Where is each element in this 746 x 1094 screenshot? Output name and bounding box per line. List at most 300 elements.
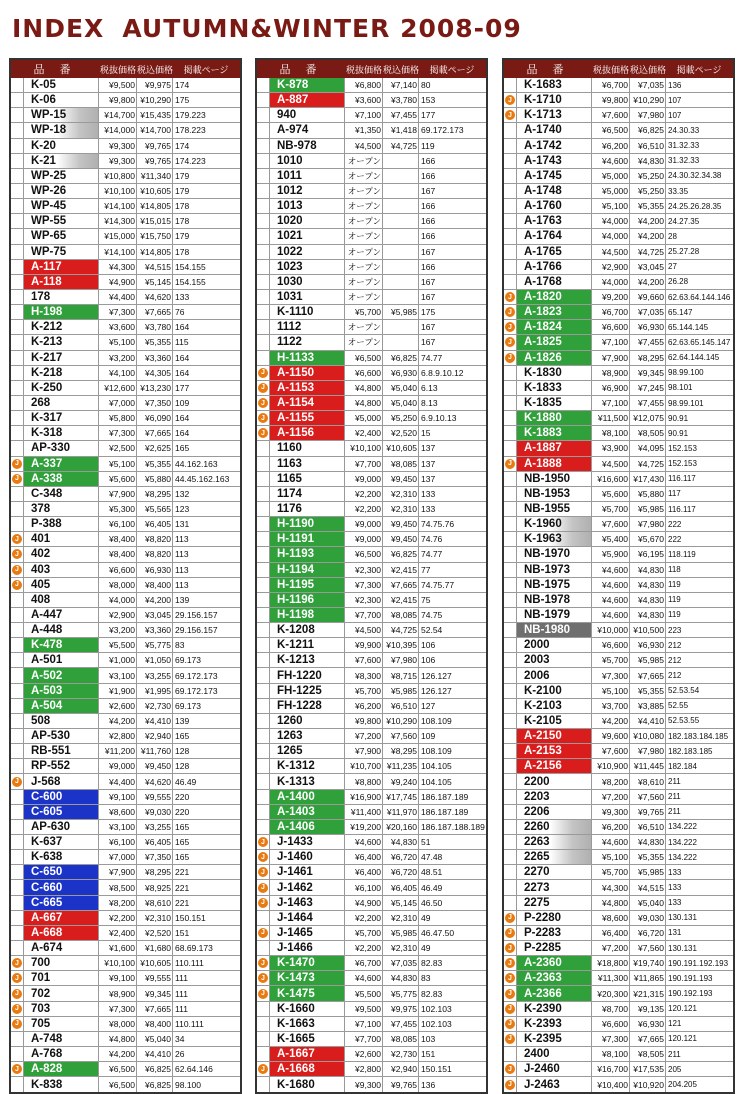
row-mark xyxy=(257,1047,270,1061)
price-in-tax: ¥4,620 xyxy=(137,774,173,788)
price-ex-tax: ¥10,900 xyxy=(592,759,630,773)
row-mark xyxy=(257,78,270,92)
price-in-tax: ¥6,510 xyxy=(630,820,666,834)
product-code: WP-55 xyxy=(24,214,99,228)
row-mark xyxy=(257,426,270,440)
product-code: A-1766 xyxy=(517,260,592,274)
table-row xyxy=(257,487,486,502)
price-ex-tax: ¥7,300 xyxy=(592,668,630,682)
table-row xyxy=(257,729,486,744)
table-row xyxy=(504,668,733,683)
price-ex-tax: ¥4,500 xyxy=(592,457,630,471)
price-ex-tax: ¥7,100 xyxy=(592,396,630,410)
row-mark xyxy=(11,411,24,425)
row-mark xyxy=(257,593,270,607)
page-ref: 164 xyxy=(175,322,190,333)
product-code: NB-1955 xyxy=(517,502,592,516)
row-mark xyxy=(11,986,24,1000)
product-code: A-503 xyxy=(24,684,99,698)
page-ref: 166 xyxy=(421,231,436,242)
table-row xyxy=(11,744,240,759)
row-mark xyxy=(504,578,517,592)
table-row xyxy=(11,502,240,517)
row-mark xyxy=(257,229,270,243)
row-mark xyxy=(504,563,517,577)
table-row xyxy=(11,411,240,426)
price-ex-tax: ¥5,100 xyxy=(592,850,630,864)
page-ref: 27 xyxy=(668,262,677,272)
price-in-tax: ¥2,310 xyxy=(383,911,419,925)
product-code: K-217 xyxy=(24,351,99,365)
row-mark xyxy=(257,1062,270,1076)
price-in-tax: ¥4,725 xyxy=(383,139,419,153)
table-row xyxy=(257,517,486,532)
row-mark xyxy=(257,623,270,637)
price-ex-tax: ¥5,000 xyxy=(592,184,630,198)
row-mark xyxy=(257,563,270,577)
table-row xyxy=(11,850,240,865)
row-mark xyxy=(504,1002,517,1016)
price-in-tax: ¥6,930 xyxy=(630,1017,666,1031)
price-ex-tax: ¥8,400 xyxy=(99,532,137,546)
price-ex-tax: ¥5,700 xyxy=(592,653,630,667)
product-code: H-1191 xyxy=(270,532,345,546)
row-mark xyxy=(504,759,517,773)
price-in-tax xyxy=(383,169,419,183)
price-in-tax: ¥5,040 xyxy=(383,396,419,410)
price-ex-tax: ¥9,000 xyxy=(99,759,137,773)
price-ex-tax: ¥6,800 xyxy=(345,78,383,92)
price-ex-tax: ¥5,700 xyxy=(345,305,383,319)
row-mark xyxy=(11,290,24,304)
row-mark xyxy=(11,93,24,107)
price-ex-tax: ¥7,100 xyxy=(345,1017,383,1031)
table-row xyxy=(257,1047,486,1062)
price-ex-tax: ¥7,700 xyxy=(345,608,383,622)
product-code: K-1312 xyxy=(270,759,345,773)
row-mark xyxy=(257,835,270,849)
row-mark xyxy=(504,1077,517,1092)
product-code: 1176 xyxy=(270,502,345,516)
price-ex-tax: ¥2,300 xyxy=(345,593,383,607)
product-code: A-1826 xyxy=(517,351,592,365)
product-code: K-1960 xyxy=(517,517,592,531)
price-ex-tax: ¥7,900 xyxy=(345,744,383,758)
table-row xyxy=(504,790,733,805)
product-code: A-1765 xyxy=(517,245,592,259)
row-mark xyxy=(504,169,517,183)
price-ex-tax: ¥10,400 xyxy=(592,1077,630,1092)
price-in-tax xyxy=(383,184,419,198)
price-ex-tax: ¥4,600 xyxy=(592,593,630,607)
header-page: 掲載ページ xyxy=(676,64,722,75)
price-in-tax xyxy=(383,214,419,228)
row-mark xyxy=(11,1062,24,1076)
price-in-tax: ¥9,450 xyxy=(383,472,419,486)
page-title xyxy=(12,14,522,48)
price-ex-tax: ¥4,600 xyxy=(592,154,630,168)
price-ex-tax: ¥7,900 xyxy=(99,487,137,501)
page-ref: 111 xyxy=(175,973,188,984)
price-ex-tax: ¥6,200 xyxy=(592,820,630,834)
row-mark xyxy=(257,820,270,834)
product-code: A-1825 xyxy=(517,335,592,349)
page-ref: 166 xyxy=(421,216,436,227)
page-ref: 65.144.145 xyxy=(668,322,709,332)
table-row xyxy=(11,1077,240,1092)
price-ex-tax: ¥10,800 xyxy=(99,169,137,183)
page-ref: 186.187.188.189 xyxy=(421,821,485,832)
price-ex-tax: ¥6,600 xyxy=(99,563,137,577)
price-ex-tax: ¥4,300 xyxy=(99,260,137,274)
price-ex-tax: ¥5,600 xyxy=(592,487,630,501)
price-ex-tax: ¥6,400 xyxy=(345,850,383,864)
price-ex-tax: ¥3,200 xyxy=(99,623,137,637)
product-code: K-1665 xyxy=(270,1032,345,1046)
table-row xyxy=(257,108,486,123)
page-ref: 77 xyxy=(421,564,431,575)
row-mark xyxy=(257,714,270,728)
price-ex-tax: ¥6,600 xyxy=(592,638,630,652)
price-in-tax: ¥2,310 xyxy=(137,911,173,925)
table-row xyxy=(11,547,240,562)
product-code: 405 xyxy=(24,578,99,592)
product-code: WP-75 xyxy=(24,245,99,259)
price-ex-tax: ¥4,500 xyxy=(592,245,630,259)
price-ex-tax: オープン xyxy=(345,154,383,168)
page-ref: 133 xyxy=(175,292,190,303)
page-ref: 178 xyxy=(175,201,190,212)
row-mark xyxy=(504,941,517,955)
product-code: K-213 xyxy=(24,335,99,349)
product-code: A-1824 xyxy=(517,320,592,334)
page-ref: 65.147 xyxy=(668,307,693,317)
page-ref: 212 xyxy=(668,640,682,650)
j-badge-icon: J xyxy=(258,368,268,378)
price-ex-tax: ¥5,700 xyxy=(345,926,383,940)
price-ex-tax: ¥2,800 xyxy=(345,1062,383,1076)
product-code: K-1213 xyxy=(270,653,345,667)
price-ex-tax: ¥3,900 xyxy=(592,441,630,455)
price-ex-tax: オープン xyxy=(345,320,383,334)
price-ex-tax: ¥7,700 xyxy=(345,457,383,471)
price-in-tax: ¥5,985 xyxy=(630,653,666,667)
page-ref: 31.32.33 xyxy=(668,156,700,166)
product-code: A-1742 xyxy=(517,139,592,153)
price-ex-tax: ¥8,000 xyxy=(99,578,137,592)
row-mark xyxy=(11,381,24,395)
price-ex-tax: ¥9,800 xyxy=(592,93,630,107)
price-in-tax: ¥7,980 xyxy=(383,653,419,667)
j-badge-icon: J xyxy=(505,322,515,332)
page-ref: 24.25.26.28.35 xyxy=(668,201,722,211)
price-in-tax: ¥6,825 xyxy=(383,547,419,561)
price-ex-tax: ¥20,300 xyxy=(592,986,630,1000)
price-in-tax: ¥8,610 xyxy=(137,896,173,910)
product-code: A-1748 xyxy=(517,184,592,198)
product-code: 2273 xyxy=(517,880,592,894)
price-ex-tax: ¥6,200 xyxy=(592,139,630,153)
price-ex-tax: ¥6,700 xyxy=(345,956,383,970)
row-mark xyxy=(257,790,270,804)
price-in-tax: ¥11,970 xyxy=(383,805,419,819)
table-row xyxy=(257,229,486,244)
page-ref: 121 xyxy=(668,1019,682,1029)
page-ref: 150.151 xyxy=(421,1064,452,1075)
product-code: NB-1980 xyxy=(517,623,592,637)
row-mark xyxy=(11,790,24,804)
j-badge-icon: J xyxy=(505,95,515,105)
product-code: K-1880 xyxy=(517,411,592,425)
page-ref: 51 xyxy=(421,837,431,848)
row-mark xyxy=(257,744,270,758)
price-ex-tax: ¥6,500 xyxy=(592,123,630,137)
row-mark xyxy=(11,699,24,713)
row-mark xyxy=(504,123,517,137)
page-ref: 118.119 xyxy=(668,549,696,559)
price-in-tax: ¥4,410 xyxy=(137,714,173,728)
row-mark xyxy=(257,986,270,1000)
table-body xyxy=(504,78,733,1092)
price-ex-tax: ¥4,900 xyxy=(99,275,137,289)
row-mark xyxy=(11,154,24,168)
row-mark xyxy=(11,1077,24,1092)
row-mark xyxy=(257,184,270,198)
row-mark xyxy=(11,123,24,137)
price-in-tax: ¥8,400 xyxy=(137,578,173,592)
product-code: K-1475 xyxy=(270,986,345,1000)
page-ref: 154.155 xyxy=(175,276,206,287)
price-in-tax: ¥7,665 xyxy=(137,305,173,319)
page-ref: 165 xyxy=(175,443,190,454)
table-row xyxy=(504,563,733,578)
product-code: NB-1950 xyxy=(517,472,592,486)
price-ex-tax: ¥11,500 xyxy=(592,411,630,425)
product-code: A-768 xyxy=(24,1047,99,1061)
page-ref: 74.75.76 xyxy=(421,519,455,530)
page-ref: 118 xyxy=(668,565,681,575)
product-code: A-1740 xyxy=(517,123,592,137)
table-row xyxy=(257,154,486,169)
header-price-ex: 税抜価格 xyxy=(99,64,136,75)
row-mark xyxy=(504,638,517,652)
price-in-tax: ¥5,775 xyxy=(137,638,173,652)
row-mark xyxy=(11,366,24,380)
row-mark xyxy=(257,653,270,667)
price-in-tax: ¥4,725 xyxy=(630,245,666,259)
product-code: 2400 xyxy=(517,1047,592,1061)
table-row xyxy=(11,229,240,244)
j-badge-icon: J xyxy=(258,867,268,877)
price-in-tax: ¥8,295 xyxy=(137,487,173,501)
product-code: A-2366 xyxy=(517,986,592,1000)
product-code: J-1460 xyxy=(270,850,345,864)
table-row xyxy=(257,941,486,956)
table-row xyxy=(504,805,733,820)
row-mark xyxy=(11,865,24,879)
table-row xyxy=(11,93,240,108)
row-mark xyxy=(504,896,517,910)
price-in-tax: ¥3,360 xyxy=(137,351,173,365)
page-ref: 182.184 xyxy=(668,761,697,771)
price-in-tax: ¥4,200 xyxy=(630,229,666,243)
page-ref: 113 xyxy=(175,564,189,575)
price-ex-tax: ¥7,600 xyxy=(592,108,630,122)
page-ref: 126.127 xyxy=(421,670,452,681)
price-ex-tax: ¥4,300 xyxy=(592,880,630,894)
price-ex-tax: ¥10,100 xyxy=(99,956,137,970)
page-ref: 113 xyxy=(175,534,189,545)
product-code: 2260 xyxy=(517,820,592,834)
table-row xyxy=(11,366,240,381)
row-mark xyxy=(11,668,24,682)
table-row xyxy=(257,260,486,275)
product-code: 701 xyxy=(24,971,99,985)
row-mark xyxy=(11,563,24,577)
product-code: 703 xyxy=(24,1002,99,1016)
j-badge-icon: J xyxy=(258,973,268,983)
price-ex-tax: ¥2,500 xyxy=(99,441,137,455)
table-row xyxy=(257,441,486,456)
table-row xyxy=(257,971,486,986)
row-mark xyxy=(11,139,24,153)
price-ex-tax: オープン xyxy=(345,335,383,349)
price-in-tax: ¥4,830 xyxy=(630,563,666,577)
price-ex-tax: ¥4,800 xyxy=(592,896,630,910)
product-code: K-2393 xyxy=(517,1017,592,1031)
page-ref: 134.222 xyxy=(668,822,697,832)
page-ref: 34 xyxy=(175,1033,185,1044)
price-in-tax: ¥9,345 xyxy=(630,366,666,380)
table-row xyxy=(504,517,733,532)
table-row xyxy=(504,199,733,214)
row-mark xyxy=(11,850,24,864)
product-code: NB-1979 xyxy=(517,608,592,622)
product-code: 1122 xyxy=(270,335,345,349)
table-row xyxy=(257,396,486,411)
table-row xyxy=(504,457,733,472)
page-ref: 116.117 xyxy=(668,474,696,484)
price-in-tax: ¥1,418 xyxy=(383,123,419,137)
product-code: 2203 xyxy=(517,790,592,804)
table-row xyxy=(504,1047,733,1062)
price-in-tax: ¥9,765 xyxy=(630,805,666,819)
table-row xyxy=(257,532,486,547)
row-mark xyxy=(504,139,517,153)
product-code: 2200 xyxy=(517,774,592,788)
page-ref: 98.99.100 xyxy=(668,368,704,378)
product-code: K-2103 xyxy=(517,699,592,713)
product-code: A-337 xyxy=(24,457,99,471)
table-row xyxy=(504,986,733,1001)
table-row xyxy=(504,896,733,911)
header-price-ex: 税抜価格 xyxy=(345,64,382,75)
price-in-tax: ¥10,395 xyxy=(383,638,419,652)
table-row xyxy=(504,547,733,562)
j-badge-icon: J xyxy=(12,549,22,559)
price-in-tax: ¥2,310 xyxy=(383,941,419,955)
product-code: 401 xyxy=(24,532,99,546)
page-ref: 211 xyxy=(668,807,681,817)
product-code: A-1154 xyxy=(270,396,345,410)
j-badge-icon: J xyxy=(258,989,268,999)
price-ex-tax: ¥4,600 xyxy=(345,835,383,849)
table-row xyxy=(11,608,240,623)
table-row xyxy=(11,971,240,986)
table-row xyxy=(504,608,733,623)
table-row xyxy=(11,835,240,850)
price-ex-tax: ¥3,100 xyxy=(99,668,137,682)
price-in-tax: ¥7,455 xyxy=(383,108,419,122)
table-row xyxy=(504,593,733,608)
product-code: J-1462 xyxy=(270,880,345,894)
table-row xyxy=(257,578,486,593)
price-ex-tax: ¥6,100 xyxy=(345,880,383,894)
table-row xyxy=(11,578,240,593)
table-row xyxy=(504,684,733,699)
price-ex-tax: ¥14,700 xyxy=(99,108,137,122)
product-code: A-1743 xyxy=(517,154,592,168)
row-mark xyxy=(257,457,270,471)
table-row xyxy=(504,911,733,926)
product-code: A-1763 xyxy=(517,214,592,228)
product-code: A-887 xyxy=(270,93,345,107)
price-in-tax: ¥4,725 xyxy=(630,457,666,471)
price-in-tax xyxy=(383,275,419,289)
price-in-tax: ¥6,930 xyxy=(137,563,173,577)
row-mark xyxy=(11,229,24,243)
product-code: P-2283 xyxy=(517,926,592,940)
price-ex-tax: ¥4,100 xyxy=(99,366,137,380)
product-code: 1011 xyxy=(270,169,345,183)
price-in-tax: ¥8,820 xyxy=(137,532,173,546)
price-ex-tax: ¥8,200 xyxy=(99,896,137,910)
price-ex-tax: ¥4,400 xyxy=(99,290,137,304)
product-code: A-828 xyxy=(24,1062,99,1076)
price-in-tax: ¥4,725 xyxy=(383,623,419,637)
row-mark xyxy=(257,441,270,455)
price-ex-tax: ¥2,600 xyxy=(345,1047,383,1061)
product-code: A-2360 xyxy=(517,956,592,970)
price-ex-tax: ¥9,300 xyxy=(345,1077,383,1092)
product-code: WP-65 xyxy=(24,229,99,243)
product-code: K-2395 xyxy=(517,1032,592,1046)
table-row xyxy=(257,381,486,396)
page-ref: 174 xyxy=(175,80,190,91)
product-code: A-1667 xyxy=(270,1047,345,1061)
product-code: 940 xyxy=(270,108,345,122)
j-badge-icon: J xyxy=(258,958,268,968)
page-ref: 222 xyxy=(668,519,682,529)
product-code: K-1833 xyxy=(517,381,592,395)
page-ref: 74.76 xyxy=(421,534,443,545)
page-ref: 80 xyxy=(421,80,431,91)
page-ref: 221 xyxy=(175,897,190,908)
price-in-tax: ¥9,450 xyxy=(383,532,419,546)
table-row xyxy=(257,714,486,729)
product-code: C-605 xyxy=(24,805,99,819)
table-row xyxy=(11,699,240,714)
price-ex-tax: ¥9,300 xyxy=(592,805,630,819)
price-in-tax: ¥6,510 xyxy=(630,139,666,153)
page-ref: 109 xyxy=(175,398,190,409)
page-ref: 74.77 xyxy=(421,352,443,363)
page-ref: 204.205 xyxy=(668,1080,697,1090)
row-mark xyxy=(257,547,270,561)
price-ex-tax: ¥1,900 xyxy=(99,684,137,698)
product-code: 1265 xyxy=(270,744,345,758)
product-code: 378 xyxy=(24,502,99,516)
